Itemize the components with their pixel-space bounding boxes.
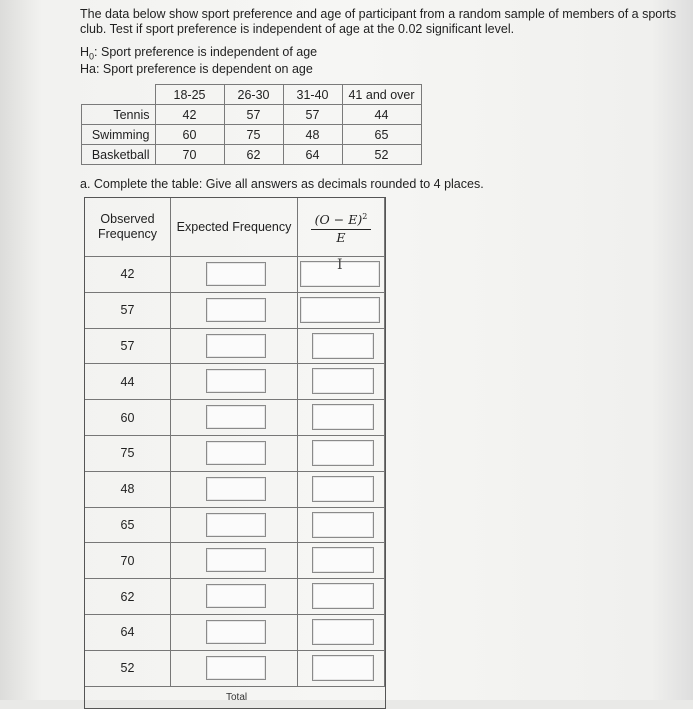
chi-cell: [298, 400, 385, 436]
table-cell: 52: [342, 145, 421, 165]
expected-input[interactable]: [206, 334, 266, 358]
col-header: 41 and over: [342, 85, 421, 105]
answer-table: [84, 197, 386, 709]
observed-cell: 48: [85, 472, 171, 508]
chi-cell: [298, 364, 385, 400]
chi-cell: [298, 543, 385, 579]
table-cell: 64: [283, 145, 342, 165]
expected-cell: [171, 364, 298, 400]
chi-cell: [298, 436, 385, 472]
expected-cell: [171, 615, 298, 651]
expected-cell: [171, 329, 298, 365]
expected-input[interactable]: [206, 369, 266, 393]
question-a: a. Complete the table: Give all answers as decimals rounded to 4 places.: [80, 177, 484, 191]
chi-input[interactable]: [312, 368, 374, 394]
table-cell: 75: [224, 125, 283, 145]
expected-input[interactable]: [206, 477, 266, 501]
observed-cell: 65: [85, 508, 171, 544]
table-cell: 60: [155, 125, 224, 145]
chi-component-header: [298, 198, 385, 257]
chi-cell: [298, 651, 385, 687]
expected-cell: [171, 508, 298, 544]
observed-cell: 52: [85, 651, 171, 687]
col-header: 18-25: [155, 85, 224, 105]
col-header: 31-40: [283, 85, 342, 105]
chi-formula: $\frac{(O - E)^2}{E}$: [311, 209, 372, 245]
observed-cell: 60: [85, 400, 171, 436]
chi-input[interactable]: [312, 547, 374, 573]
chi-input[interactable]: [312, 583, 374, 609]
expected-input[interactable]: [206, 405, 266, 429]
expected-input[interactable]: [206, 584, 266, 608]
expected-input[interactable]: [206, 441, 266, 465]
col-header: 26-30: [224, 85, 283, 105]
table-cell: 42: [155, 105, 224, 125]
null-hypothesis: $H_0$: Sport preference is independent of age: [80, 45, 318, 62]
table-cell: 70: [155, 145, 224, 165]
chi-input[interactable]: [312, 619, 374, 645]
expected-cell: [171, 257, 298, 293]
chi-cell: [298, 293, 385, 329]
expected-input[interactable]: [206, 262, 266, 286]
chi-input[interactable]: [312, 476, 374, 502]
expected-input[interactable]: [206, 513, 266, 537]
expected-input[interactable]: [206, 620, 266, 644]
row-header: Swimming: [82, 125, 156, 145]
expected-cell: [171, 472, 298, 508]
chi-input[interactable]: [312, 404, 374, 430]
expected-cell: [171, 579, 298, 615]
row-header: Basketball: [82, 145, 156, 165]
expected-input[interactable]: [206, 298, 266, 322]
chi-cell: [298, 508, 385, 544]
contingency-table: [81, 84, 422, 165]
observed-cell: 42: [85, 257, 171, 293]
table-cell: 48: [283, 125, 342, 145]
table-cell: 44: [342, 105, 421, 125]
chi-input[interactable]: [312, 333, 374, 359]
observed-cell: 44: [85, 364, 171, 400]
row-header: Tennis: [82, 105, 156, 125]
chi-input[interactable]: [312, 440, 374, 466]
expected-header: Expected Frequency: [171, 198, 298, 257]
observed-cell: 57: [85, 293, 171, 329]
table-cell: 57: [283, 105, 342, 125]
expected-cell: [171, 543, 298, 579]
observed-cell: 64: [85, 615, 171, 651]
text-cursor-icon: I: [337, 257, 343, 273]
observed-cell: 70: [85, 543, 171, 579]
chi-cell: [298, 579, 385, 615]
expected-cell: [171, 651, 298, 687]
observed-header: Observed Frequency: [85, 198, 171, 257]
table-cell: 62: [224, 145, 283, 165]
chi-input[interactable]: [300, 297, 380, 323]
table-cell: 57: [224, 105, 283, 125]
observed-cell: 75: [85, 436, 171, 472]
chi-input[interactable]: [312, 655, 374, 681]
alternative-hypothesis: Ha: Sport preference is dependent on age: [80, 62, 313, 76]
table-cell: 65: [342, 125, 421, 145]
chi-cell: [298, 472, 385, 508]
chi-input[interactable]: [312, 512, 374, 538]
observed-cell: 62: [85, 579, 171, 615]
chi-cell: [298, 615, 385, 651]
observed-cell: 57: [85, 329, 171, 365]
expected-cell: [171, 400, 298, 436]
expected-input[interactable]: [206, 656, 266, 680]
problem-statement: The data below show sport preference and age of participant from a random sample of members of a sports club. Test if sport preference is independent of age at the 0.02 significant level.: [80, 7, 677, 36]
chi-cell: [298, 329, 385, 365]
expected-cell: [171, 293, 298, 329]
total-label: Total: [226, 692, 248, 703]
expected-cell: [171, 436, 298, 472]
expected-input[interactable]: [206, 548, 266, 572]
